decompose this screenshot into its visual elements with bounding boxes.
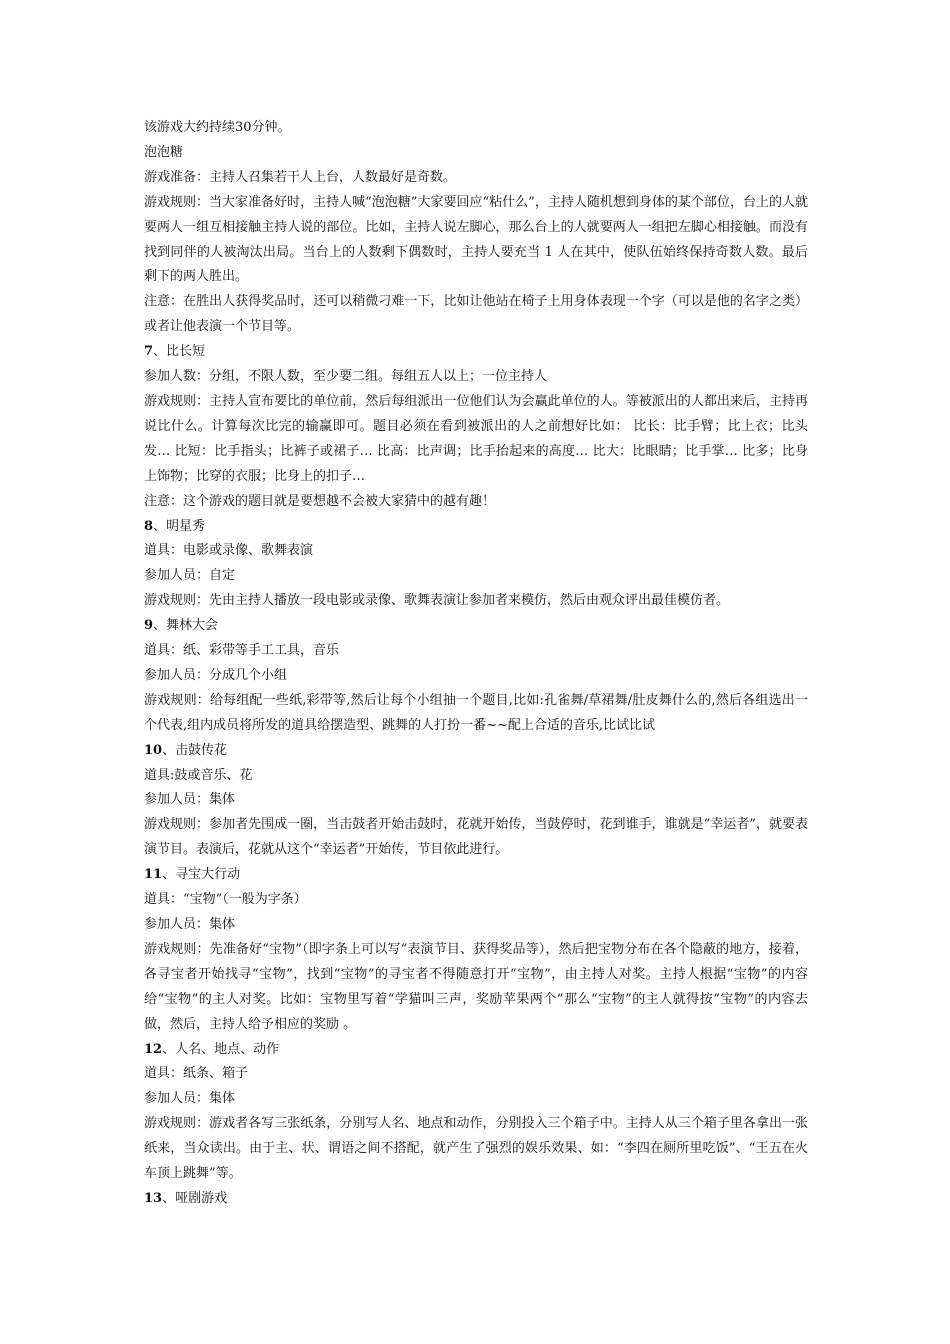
paragraph: 游戏规则：先由主持人播放一段电影或录像、歌舞表演让参加者来模仿，然后由观众评出最佳模仿者。 [144, 593, 730, 609]
section-heading-title: 、明星秀 [153, 518, 206, 534]
paragraph: 游戏规则：给每组配一些纸,彩带等,然后让每个小组抽一个题目,比如:孔雀舞/草裙舞/肚皮舞什么的,然后各组选出一个代表,组内成员将所发的道具给摆造型、跳舞的人打扮一番~~配上合适的音乐,比试比试 [144, 692, 808, 733]
document-body [144, 116, 808, 1212]
paragraph: 游戏规则：先准备好“宝物”（即字条上可以写“表演节目、获得奖品等），然后把宝物分布在各个隐蔽的地方，接着，各寻宝者开始找寻“宝物”，找到“宝物”的寻宝者不得随意打开“宝物”，由主持人对奖。主持人根据“宝物”的内容给“宝物”的主人对奖。比如：宝物里写着“学猫叫三声，奖励苹果两个”那么“宝物”的主人就得按“宝物”的内容去做，然后，主持人给予相应的奖励 。 [144, 941, 808, 1032]
paragraph: 注意：在胜出人获得奖品时，还可以稍微刁难一下，比如让他站在椅子上用身体表现一个字（可以是他的名字之类）或者让他表演一个节目等。 [144, 294, 808, 335]
paragraph: 道具：电影或录像、歌舞表演 [144, 543, 314, 559]
paragraph: 游戏准备：主持人召集若干人上台，人数最好是奇数。 [144, 169, 457, 185]
section-heading [144, 614, 808, 639]
section-heading [144, 1187, 808, 1212]
paragraph: 道具：纸条、箱子 [144, 1066, 249, 1082]
section-number: 7 [144, 344, 154, 360]
section-number: 9 [144, 618, 154, 634]
paragraph: 道具:鼓或音乐、花 [144, 767, 253, 783]
section-number: 8 [144, 518, 154, 534]
section-number: 11 [144, 867, 163, 883]
section-heading-title: 、击鼓传花 [162, 742, 228, 758]
paragraph: 参加人员：自定 [144, 568, 236, 584]
section-title: 泡泡糖 [144, 144, 184, 160]
section-heading [144, 515, 808, 540]
paragraph: 游戏规则：当大家准备好时，主持人喊“泡泡糖”大家要回应“粘什么”，主持人随机想到身体的某个部位，台上的人就要两人一组互相接触主持人说的部位。比如，主持人说左脚心，那么台上的人就要两人一组把左脚心相接触。而没有找到同伴的人被淘汰出局。当台上的人数剩下偶数时，主持人要充当 1 人在其中，使队伍始终保持奇数人数。最后剩下的两人胜出。 [144, 194, 808, 285]
section-number: 10 [144, 742, 163, 758]
section-number: 12 [144, 1041, 163, 1057]
paragraph: 参加人员：集体 [144, 1091, 236, 1107]
section-heading-title: 、舞林大会 [153, 618, 219, 634]
section-heading [144, 863, 808, 888]
paragraph: 该游戏大约持续30分钟。 [144, 120, 291, 135]
paragraph: 参加人员：集体 [144, 792, 236, 808]
section-heading-title: 、人名、地点、动作 [162, 1041, 280, 1057]
paragraph: 参加人员：集体 [144, 917, 236, 932]
paragraph: 参加人员：分成几个小组 [144, 667, 288, 683]
section-heading-title: 、比长短 [153, 344, 206, 360]
paragraph: 游戏规则：参加者先围成一圈，当击鼓者开始击鼓时，花就开始传，当鼓停时，花到谁手，谁就是“幸运者”，就要表演节目。表演后，花就从这个“幸运者”开始传，节目依此进行。 [144, 817, 808, 858]
section-heading [144, 340, 808, 365]
paragraph: 道具：纸、彩带等手工工具，音乐 [144, 643, 340, 659]
paragraph: 注意：这个游戏的题目就是要想越不会被大家猜中的越有趣！ [144, 493, 496, 509]
section-heading [144, 739, 808, 764]
section-heading-title: 、哑剧游戏 [162, 1190, 228, 1206]
paragraph: 参加人数：分组，不限人数，至少要二组。每组五人以上；一位主持人 [144, 369, 548, 385]
paragraph: 游戏规则：主持人宣布要比的单位前，然后每组派出一位他们认为会赢此单位的人。等被派出的人都出来后，主持再说比什么。计算每次比完的输赢即可。题目必须在看到被派出的人之前想好比如： 比长：比手臂；比上衣；比头发… 比短：比手指头；比裤子或裙子… 比高：比声调；比手抬起来的高度… 比大：比眼睛；比手掌… 比多；比身上饰物；比穿的衣服；比身上的扣子… [144, 393, 808, 484]
section-heading [144, 1038, 808, 1063]
paragraph: 道具：“宝物”（一般为字条） [144, 892, 307, 908]
section-number: 13 [144, 1190, 163, 1206]
paragraph: 游戏规则：游戏者各写三张纸条，分别写人名、地点和动作，分别投入三个箱子中。主持人从三个箱子里各拿出一张纸来，当众读出。由于主、状、谓语之间不搭配，就产生了强烈的娱乐效果、如：“李四在厕所里吃饭”、“王五在火车顶上跳舞”等。 [144, 1116, 808, 1182]
section-heading-title: 、寻宝大行动 [162, 867, 241, 883]
